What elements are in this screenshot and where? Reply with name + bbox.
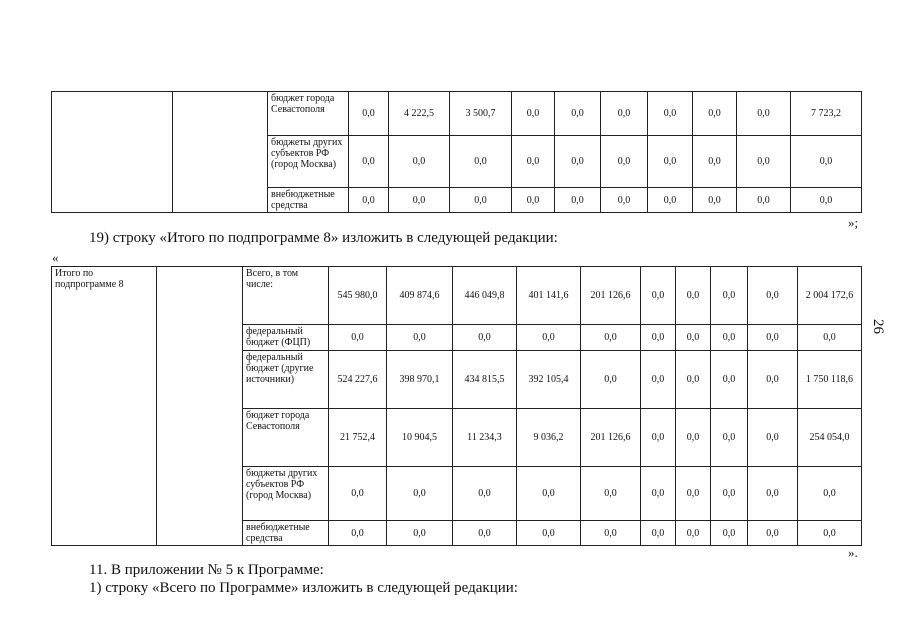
source-cell: внебюджетные средства bbox=[268, 188, 349, 213]
value-cell: 0,0 bbox=[737, 136, 791, 188]
source-cell: бюджет города Севастополя bbox=[243, 409, 329, 467]
value-cell: 0,0 bbox=[711, 521, 748, 546]
paragraph-19: 19) строку «Итого по подпрограмме 8» изложить в следующей редакции: bbox=[89, 230, 558, 246]
value-cell: 0,0 bbox=[737, 92, 791, 136]
value-cell: 0,0 bbox=[798, 521, 862, 546]
value-cell: 0,0 bbox=[555, 188, 601, 213]
value-cell: 0,0 bbox=[748, 521, 798, 546]
value-cell: 0,0 bbox=[450, 188, 512, 213]
value-cell: 0,0 bbox=[387, 521, 453, 546]
value-cell: 0,0 bbox=[748, 267, 798, 325]
value-cell: 0,0 bbox=[601, 92, 648, 136]
source-cell: федеральный бюджет (другие источники) bbox=[243, 351, 329, 409]
value-cell: 0,0 bbox=[798, 325, 862, 351]
value-cell: 0,0 bbox=[676, 521, 711, 546]
value-cell: 0,0 bbox=[693, 92, 737, 136]
value-cell: 0,0 bbox=[581, 467, 641, 521]
source-cell: бюджет города Севастополя bbox=[268, 92, 349, 136]
source-cell: бюджеты других субъектов РФ (город Москва) bbox=[243, 467, 329, 521]
value-cell: 3 500,7 bbox=[450, 92, 512, 136]
value-cell: 0,0 bbox=[512, 188, 555, 213]
value-cell: 0,0 bbox=[329, 521, 387, 546]
value-cell: 201 126,6 bbox=[581, 267, 641, 325]
source-cell: бюджеты других субъектов РФ (город Москва) bbox=[268, 136, 349, 188]
value-cell: 0,0 bbox=[450, 136, 512, 188]
value-cell: 0,0 bbox=[641, 409, 676, 467]
value-cell: 201 126,6 bbox=[581, 409, 641, 467]
value-cell: 0,0 bbox=[748, 467, 798, 521]
value-cell: 0,0 bbox=[641, 467, 676, 521]
source-cell: внебюджетные средства bbox=[243, 521, 329, 546]
value-cell: 392 105,4 bbox=[517, 351, 581, 409]
value-cell: 0,0 bbox=[791, 136, 862, 188]
value-cell: 1 750 118,6 bbox=[798, 351, 862, 409]
subprogram-label-cell: Итого по подпрограмме 8 bbox=[52, 267, 157, 546]
value-cell: 0,0 bbox=[711, 409, 748, 467]
value-cell: 0,0 bbox=[349, 136, 389, 188]
value-cell: 545 980,0 bbox=[329, 267, 387, 325]
value-cell: 0,0 bbox=[641, 325, 676, 351]
value-cell: 0,0 bbox=[581, 521, 641, 546]
value-cell: 0,0 bbox=[693, 188, 737, 213]
value-cell: 0,0 bbox=[648, 92, 693, 136]
value-cell: 446 049,8 bbox=[453, 267, 517, 325]
table-subprogram-8-total bbox=[51, 266, 862, 546]
value-cell: 524 227,6 bbox=[329, 351, 387, 409]
value-cell: 0,0 bbox=[641, 351, 676, 409]
value-cell: 0,0 bbox=[517, 467, 581, 521]
value-cell: 0,0 bbox=[329, 467, 387, 521]
source-cell: Всего, в том числе: bbox=[243, 267, 329, 325]
value-cell: 0,0 bbox=[601, 188, 648, 213]
value-cell: 0,0 bbox=[453, 521, 517, 546]
value-cell: 0,0 bbox=[453, 467, 517, 521]
empty-cell bbox=[173, 92, 268, 213]
table-continuation bbox=[51, 91, 862, 213]
value-cell: 0,0 bbox=[676, 467, 711, 521]
value-cell: 0,0 bbox=[389, 188, 450, 213]
value-cell: 0,0 bbox=[798, 467, 862, 521]
empty-cell bbox=[52, 92, 173, 213]
value-cell: 0,0 bbox=[748, 351, 798, 409]
value-cell: 10 904,5 bbox=[387, 409, 453, 467]
paragraph-11: 11. В приложении № 5 к Программе: bbox=[89, 562, 324, 578]
value-cell: 0,0 bbox=[711, 467, 748, 521]
value-cell: 0,0 bbox=[711, 351, 748, 409]
value-cell: 11 234,3 bbox=[453, 409, 517, 467]
empty-cell bbox=[157, 267, 243, 546]
value-cell: 0,0 bbox=[517, 521, 581, 546]
value-cell: 0,0 bbox=[676, 351, 711, 409]
value-cell: 0,0 bbox=[676, 409, 711, 467]
value-cell: 0,0 bbox=[555, 92, 601, 136]
value-cell: 4 222,5 bbox=[389, 92, 450, 136]
table2-open-mark: « bbox=[52, 250, 59, 265]
value-cell: 0,0 bbox=[517, 325, 581, 351]
value-cell: 0,0 bbox=[512, 92, 555, 136]
value-cell: 0,0 bbox=[641, 521, 676, 546]
value-cell: 401 141,6 bbox=[517, 267, 581, 325]
value-cell: 0,0 bbox=[711, 325, 748, 351]
value-cell: 0,0 bbox=[555, 136, 601, 188]
value-cell: 0,0 bbox=[601, 136, 648, 188]
value-cell: 0,0 bbox=[676, 325, 711, 351]
table-row bbox=[52, 267, 862, 325]
table2-close-mark: ». bbox=[848, 545, 858, 560]
value-cell: 0,0 bbox=[748, 325, 798, 351]
value-cell: 0,0 bbox=[737, 188, 791, 213]
value-cell: 0,0 bbox=[711, 267, 748, 325]
value-cell: 0,0 bbox=[676, 267, 711, 325]
value-cell: 0,0 bbox=[387, 467, 453, 521]
value-cell: 0,0 bbox=[349, 188, 389, 213]
page-number: 26 bbox=[870, 319, 886, 334]
value-cell: 0,0 bbox=[387, 325, 453, 351]
table-row bbox=[52, 92, 862, 136]
value-cell: 0,0 bbox=[389, 136, 450, 188]
value-cell: 0,0 bbox=[349, 92, 389, 136]
value-cell: 434 815,5 bbox=[453, 351, 517, 409]
value-cell: 254 054,0 bbox=[798, 409, 862, 467]
value-cell: 409 874,6 bbox=[387, 267, 453, 325]
value-cell: 7 723,2 bbox=[791, 92, 862, 136]
value-cell: 9 036,2 bbox=[517, 409, 581, 467]
value-cell: 398 970,1 bbox=[387, 351, 453, 409]
value-cell: 21 752,4 bbox=[329, 409, 387, 467]
table1-close-mark: »; bbox=[848, 215, 859, 230]
value-cell: 0,0 bbox=[453, 325, 517, 351]
value-cell: 0,0 bbox=[648, 188, 693, 213]
value-cell: 0,0 bbox=[693, 136, 737, 188]
value-cell: 0,0 bbox=[748, 409, 798, 467]
value-cell: 0,0 bbox=[791, 188, 862, 213]
source-cell: федеральный бюджет (ФЦП) bbox=[243, 325, 329, 351]
value-cell: 0,0 bbox=[648, 136, 693, 188]
value-cell: 0,0 bbox=[329, 325, 387, 351]
paragraph-1: 1) строку «Всего по Программе» изложить в следующей редакции: bbox=[89, 580, 518, 596]
value-cell: 0,0 bbox=[641, 267, 676, 325]
value-cell: 0,0 bbox=[581, 325, 641, 351]
value-cell: 2 004 172,6 bbox=[798, 267, 862, 325]
value-cell: 0,0 bbox=[581, 351, 641, 409]
value-cell: 0,0 bbox=[512, 136, 555, 188]
